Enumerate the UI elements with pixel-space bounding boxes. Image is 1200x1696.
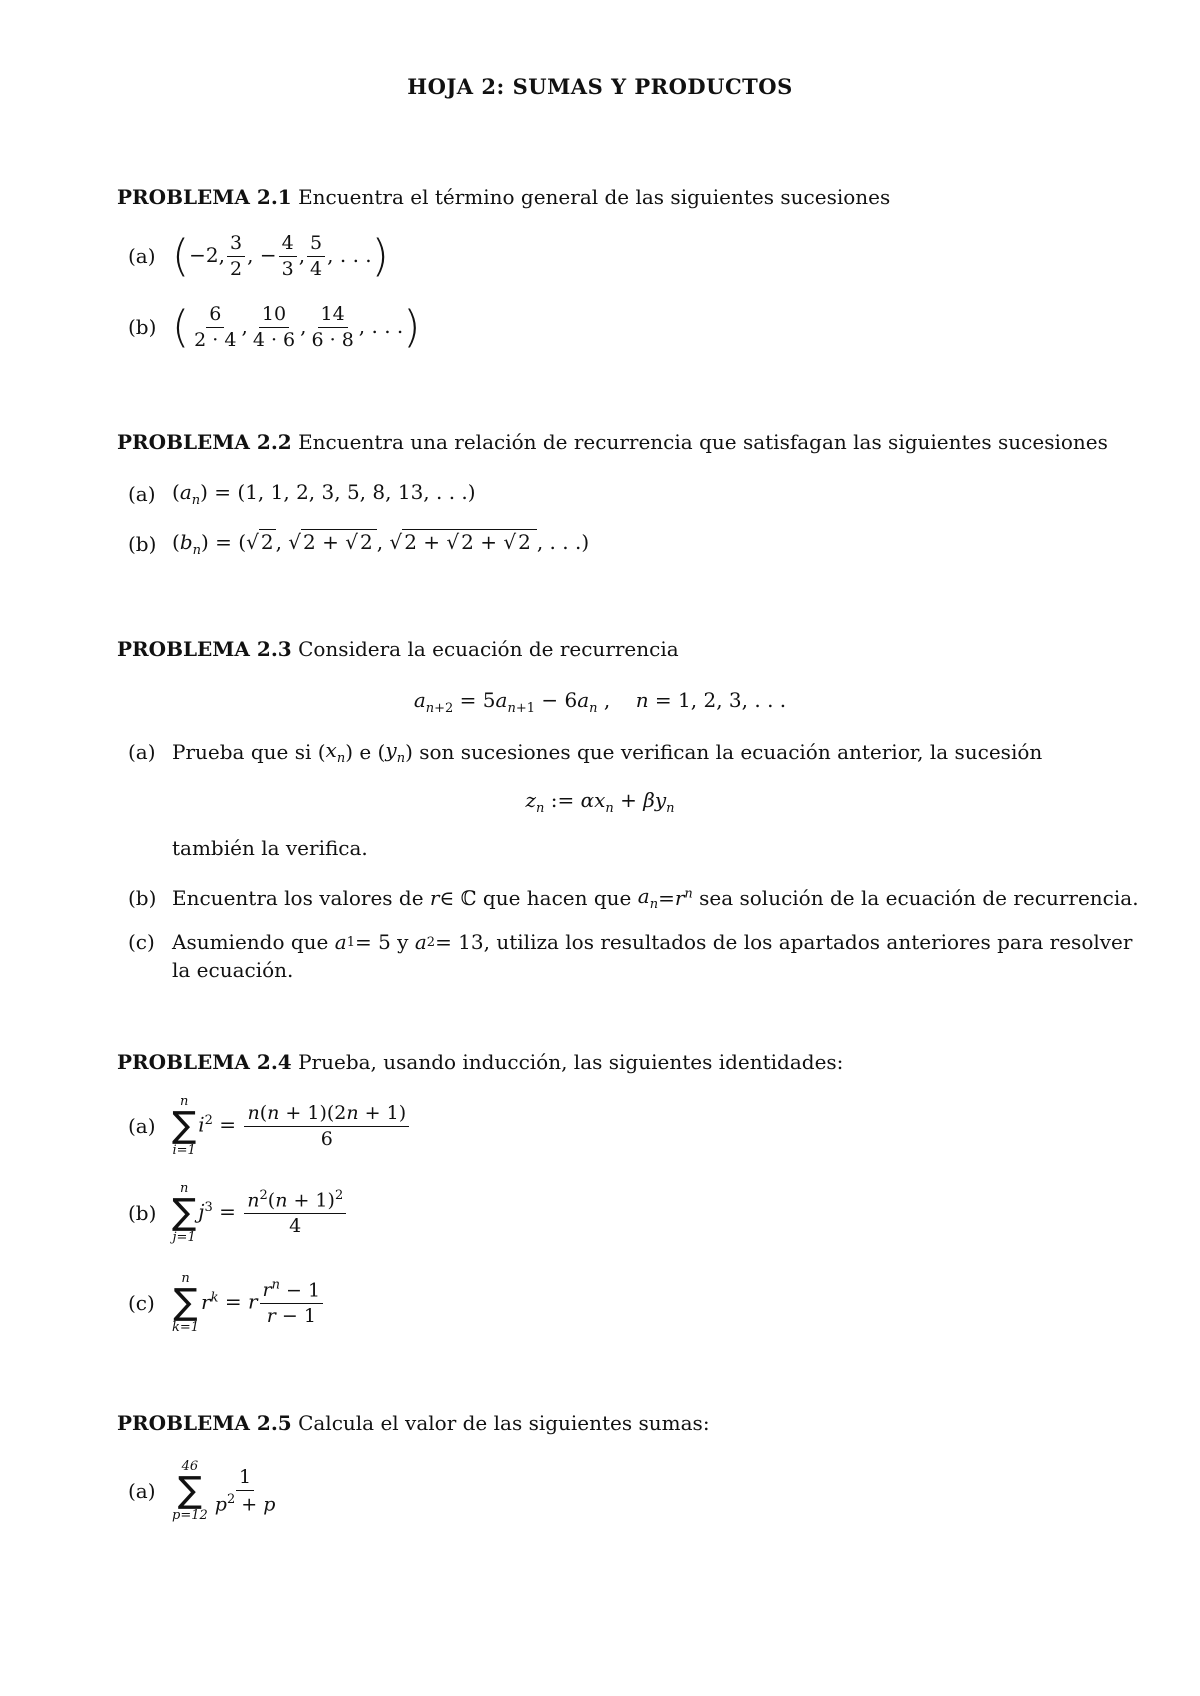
identity-cubes: n ∑ j=1 $j^3$ = $\frac{n^2(n + 1)^2}{4}$ [172,1182,348,1244]
item-label: (b) [128,532,157,556]
text: Encuentra los valores de [172,886,424,910]
problem-text: Encuentra una relación de recurrencia que satisfagan las siguientes sucesiones [298,430,1108,454]
identity-geometric: n ∑ k=1 $r^k = r$ $\frac{r^n - 1}{r - 1}$ [172,1272,325,1334]
problem-2-1-a [128,230,389,282]
linear-combination: $z_n$ := $\alpha x_n + \beta y_n$ [525,788,675,816]
item-label: (a) [128,1479,156,1503]
problem-label: PROBLEMA 2.1 [117,185,292,209]
text: sea solución de la ecuación de recurrencia. [699,886,1139,910]
item-label: (a) [128,482,156,506]
problem-2-5-heading [117,1411,710,1435]
problem-2-3-c: (c) Asumiendo que a 1 = 5 y a 2 = 13 , utiliza los resultados de los apartados anteriores para resolver [128,930,1133,954]
item-label: (a) [128,1114,156,1138]
problem-2-1-heading [117,185,890,209]
problem-2-2-a [128,480,476,508]
problem-2-3-heading [117,637,679,661]
text: , utiliza los resultados de los apartados anteriores para resolver [483,930,1133,954]
problem-text: Calcula el valor de las siguientes sumas: [298,1411,710,1435]
problem-text: Encuentra el término general de las siguientes sucesiones [298,185,891,209]
recurrence-equation: $a_{n+2} = 5a_{n+1} - 6a_n$ , n = 1, 2, 3, . . . [413,688,787,716]
problem-label: PROBLEMA 2.2 [117,430,292,454]
math-fibonacci: $(a_n) = (1$, 1, 2, 3, 5, 8, 13, . . .) [172,480,476,508]
text: y [397,930,409,954]
problem-text: Considera la ecuación de recurrencia [298,637,679,661]
problem-label: PROBLEMA 2.3 [117,637,292,661]
problem-2-3-a: (a) Prueba que si ( $x_n$ ) e ( $y_n$ ) son sucesiones que verifican la ecuación anterior, la sucesión [128,738,1043,766]
problem-2-4-b [128,1182,348,1244]
item-label: (a) [128,740,156,764]
math-sequence-a: (−2, $\frac{3}{2}$ , − $\frac{4}{3}$ , $\frac{5}{4}$ , . . .) [172,230,389,282]
problem-2-4-heading [117,1050,843,1074]
problem-2-3-b: (b) Encuentra los valores de r ∈ ℂ que hacen que $a_n$ = $r^n$ sea solución de la ecuación de recurrencia. [128,884,1139,912]
text: son sucesiones que verifican la ecuación anterior, la sucesión [419,740,1043,764]
problem-2-5-a [128,1460,280,1522]
text: Prueba que si [172,740,312,764]
sum-telescoping: 46 ∑ p=12 $\frac{1}{p^2 + p}$ [172,1459,276,1523]
problem-2-2-heading [117,430,1108,454]
text: e [359,740,372,764]
item-label: (b) [128,315,157,340]
problem-text: Prueba, usando inducción, las siguientes identidades: [298,1050,844,1074]
math-sequence-b: ( $\frac{6}{2 \cdot 4}$ , $\frac{10}{4 \cdot 6}$ , $\frac{14}{6 \cdot 8}$ , . . .) [172,301,421,353]
text: Asumiendo que [172,930,329,954]
item-label: (a) [128,244,156,269]
problem-2-1-b [128,301,421,353]
problem-2-3-a-after: también la verifica. [172,836,368,860]
problem-2-4-c [128,1272,325,1334]
item-label: (b) [128,886,157,910]
item-label: (c) [128,930,155,954]
item-label: (b) [128,1201,157,1225]
identity-squares: n ∑ i=1 $i^2$ = $\frac{n(n + 1)(2n + 1)}{6}$ [172,1095,411,1157]
problem-label: PROBLEMA 2.4 [117,1050,292,1074]
math-nested-roots: $(b_n)$ = (√ 2 , √ 2 + √ 2 , √ 2 + √ 2 + √ 2 , . . .) [172,530,590,558]
problem-label: PROBLEMA 2.5 [117,1411,292,1435]
problem-2-4-a [128,1095,411,1157]
problem-2-3-c-line2: la ecuación. [172,958,294,982]
page-title: HOJA 2: SUMAS Y PRODUCTOS [407,74,793,99]
problem-2-2-b [128,530,589,558]
text: que hacen que [482,886,632,910]
item-label: (c) [128,1291,155,1315]
